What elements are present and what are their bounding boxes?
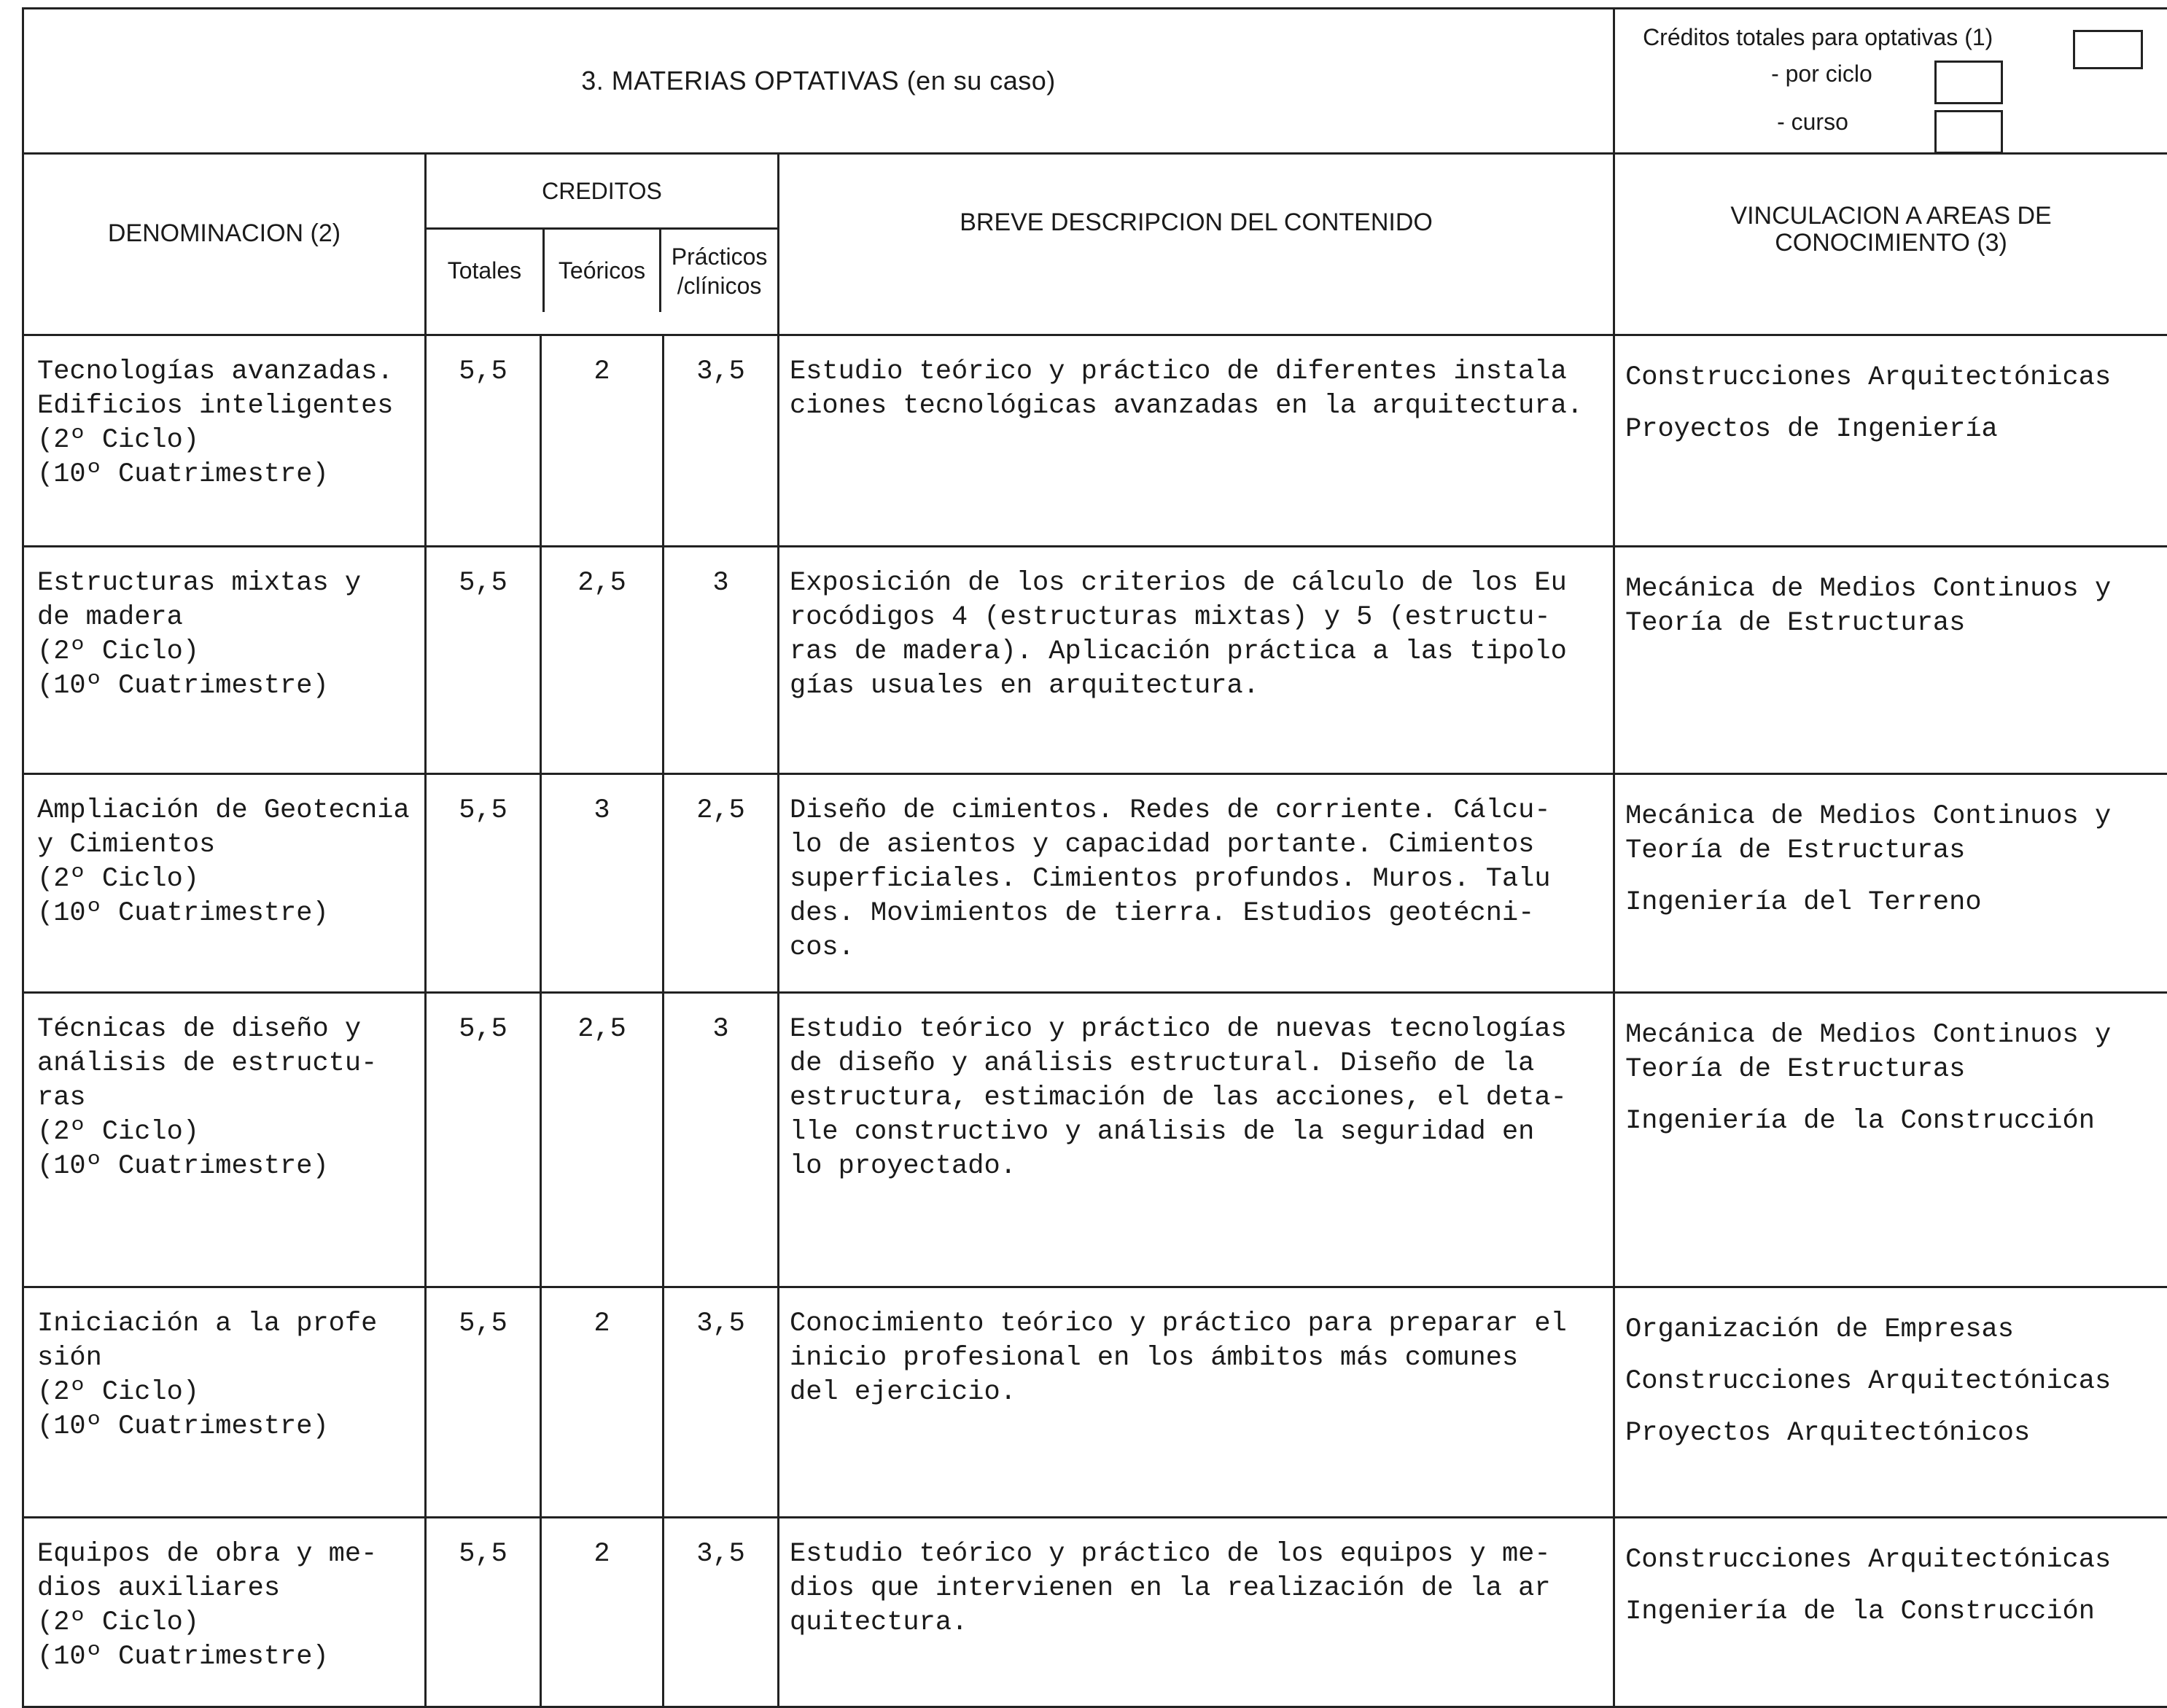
subject-name-line: sión — [37, 1341, 424, 1376]
description-line: Estudio teórico y práctico de los equipos y me- — [790, 1537, 1607, 1572]
subject-name-line: de madera — [37, 601, 424, 635]
knowledge-areas — [1614, 1287, 2167, 1518]
subject-name-line: ras — [37, 1081, 424, 1115]
description-line: gías usuales en arquitectura. — [790, 669, 1607, 703]
credits-totales: 5,5 — [426, 993, 541, 1287]
description-line: des. Movimientos de tierra. Estudios geotécni- — [790, 897, 1607, 931]
per-cycle-box — [1934, 61, 2003, 104]
subject-description — [779, 774, 1614, 993]
section-title-cell — [23, 9, 1614, 154]
credits-practicos: 2,5 — [664, 774, 779, 993]
table-row — [23, 547, 2167, 774]
knowledge-area: Mecánica de Medios Continuos y Teoría de Estructuras — [1625, 1018, 2161, 1087]
credits-totales: 5,5 — [426, 774, 541, 993]
vinculacion-line-2: CONOCIMIENTO (3) — [1615, 230, 2167, 257]
knowledge-area: Ingeniería de la Construcción — [1625, 1104, 2161, 1139]
creditos-label: CREDITOS — [427, 155, 777, 229]
subject-name-line: (2º Ciclo) — [37, 1376, 424, 1410]
subject-name-line: (2º Ciclo) — [37, 1115, 424, 1150]
description-line: estructura, estimación de las acciones, el deta- — [790, 1081, 1607, 1115]
credits-teoricos: 3 — [541, 774, 664, 993]
subject-name-line: (10º Cuatrimestre) — [37, 1640, 424, 1674]
credits-teoricos: 2 — [541, 335, 664, 547]
practicos-label — [661, 229, 777, 313]
subject-name-line: Técnicas de diseño y — [37, 1013, 424, 1047]
credits-teoricos: 2,5 — [541, 993, 664, 1287]
credits-totales: 5,5 — [426, 547, 541, 774]
description-line: quitectura. — [790, 1606, 1607, 1640]
practicos-line-1: Prácticos — [661, 242, 777, 271]
table-row — [23, 774, 2167, 993]
course-label: - curso — [1777, 109, 1848, 136]
col-header-creditos — [426, 154, 779, 335]
knowledge-area: Construcciones Arquitectónicas — [1625, 1365, 2161, 1399]
credits-practicos: 3,5 — [664, 335, 779, 547]
course-box — [1934, 110, 2003, 154]
credits-practicos: 3 — [664, 993, 779, 1287]
total-credits-box — [2073, 30, 2143, 69]
totales-label: Totales — [427, 229, 543, 313]
subject-name-line: (2º Ciclo) — [37, 862, 424, 897]
subject-description — [779, 547, 1614, 774]
description-line: superficiales. Cimientos profundos. Muros. Talu — [790, 862, 1607, 897]
description-line: inicio profesional en los ámbitos más comunes — [790, 1341, 1607, 1376]
total-credits-cell — [1614, 9, 2167, 154]
col-header-vinculacion — [1614, 154, 2167, 335]
subject-name-line: Tecnologías avanzadas. — [37, 355, 424, 389]
description-line: dios que intervienen en la realización de la ar — [790, 1572, 1607, 1606]
subject-name-line: Estructuras mixtas y — [37, 566, 424, 601]
optional-subjects-table — [22, 7, 2167, 1708]
knowledge-area: Proyectos de Ingeniería — [1625, 413, 2161, 447]
subject-name — [23, 993, 426, 1287]
subject-name — [23, 1518, 426, 1707]
knowledge-areas — [1614, 335, 2167, 547]
subject-name — [23, 1287, 426, 1518]
description-line: lle constructivo y análisis de la seguridad en — [790, 1115, 1607, 1150]
description-line: ciones tecnológicas avanzadas en la arquitectura. — [790, 389, 1607, 424]
credits-teoricos: 2 — [541, 1518, 664, 1707]
knowledge-area: Ingeniería del Terreno — [1625, 886, 2161, 920]
header-row — [23, 9, 2167, 154]
knowledge-area: Ingeniería de la Construcción — [1625, 1595, 2161, 1629]
subject-name-line: Equipos de obra y me- — [37, 1537, 424, 1572]
description-line: ras de madera). Aplicación práctica a las tipolo — [790, 635, 1607, 669]
credits-totales: 5,5 — [426, 335, 541, 547]
table-row — [23, 1518, 2167, 1707]
knowledge-areas — [1614, 1518, 2167, 1707]
descripcion-label: BREVE DESCRIPCION DEL CONTENIDO — [960, 208, 1433, 236]
knowledge-area: Organización de Empresas — [1625, 1313, 2161, 1347]
section-title: 3. MATERIAS OPTATIVAS (en su caso) — [581, 66, 1056, 95]
knowledge-areas — [1614, 774, 2167, 993]
subject-name-line: (2º Ciclo) — [37, 1606, 424, 1640]
credits-totales: 5,5 — [426, 1287, 541, 1518]
subject-name-line: (10º Cuatrimestre) — [37, 897, 424, 931]
teoricos-label: Teóricos — [543, 229, 660, 313]
subject-name-line: Ampliación de Geotecnia — [37, 794, 424, 828]
subject-name-line: y Cimientos — [37, 828, 424, 862]
column-header-row — [23, 154, 2167, 335]
description-line: lo de asientos y capacidad portante. Cimientos — [790, 828, 1607, 862]
practicos-line-2: /clínicos — [661, 271, 777, 300]
subject-description — [779, 993, 1614, 1287]
col-header-denominacion — [23, 154, 426, 335]
knowledge-area: Mecánica de Medios Continuos y Teoría de Estructuras — [1625, 572, 2161, 641]
subject-name-line: Iniciación a la profe — [37, 1307, 424, 1341]
credits-practicos: 3,5 — [664, 1518, 779, 1707]
description-line: lo proyectado. — [790, 1150, 1607, 1184]
denominacion-label: DENOMINACION (2) — [108, 219, 341, 247]
subject-name-line: (10º Cuatrimestre) — [37, 669, 424, 703]
knowledge-area: Proyectos Arquitectónicos — [1625, 1416, 2161, 1451]
description-line: Estudio teórico y práctico de diferentes instala — [790, 355, 1607, 389]
description-line: Estudio teórico y práctico de nuevas tecnologías — [790, 1013, 1607, 1047]
subject-name-line: (2º Ciclo) — [37, 424, 424, 458]
description-line: del ejercicio. — [790, 1376, 1607, 1410]
knowledge-areas — [1614, 993, 2167, 1287]
credits-totales: 5,5 — [426, 1518, 541, 1707]
knowledge-area: Mecánica de Medios Continuos y Teoría de Estructuras — [1625, 800, 2161, 868]
description-line: Conocimiento teórico y práctico para preparar el — [790, 1307, 1607, 1341]
knowledge-areas — [1614, 547, 2167, 774]
subject-name-line: análisis de estructu- — [37, 1047, 424, 1081]
per-cycle-label: - por ciclo — [1771, 61, 1872, 87]
description-line: de diseño y análisis estructural. Diseño de la — [790, 1047, 1607, 1081]
subject-name-line: dios auxiliares — [37, 1572, 424, 1606]
subject-name-line: Edificios inteligentes — [37, 389, 424, 424]
knowledge-area: Construcciones Arquitectónicas — [1625, 1543, 2161, 1578]
table-row — [23, 335, 2167, 547]
credits-teoricos: 2,5 — [541, 547, 664, 774]
credits-practicos: 3,5 — [664, 1287, 779, 1518]
subject-name — [23, 774, 426, 993]
description-line: Diseño de cimientos. Redes de corriente. Cálcu- — [790, 794, 1607, 828]
description-line: rocódigos 4 (estructuras mixtas) y 5 (estructu- — [790, 601, 1607, 635]
subject-description — [779, 1518, 1614, 1707]
total-credits-label: Créditos totales para optativas (1) — [1643, 24, 1993, 51]
subject-description — [779, 1287, 1614, 1518]
col-header-descripcion — [779, 154, 1614, 335]
subject-name-line: (10º Cuatrimestre) — [37, 1410, 424, 1444]
subject-name — [23, 547, 426, 774]
table-row — [23, 1287, 2167, 1518]
subject-description — [779, 335, 1614, 547]
vinculacion-line-1: VINCULACION A AREAS DE — [1615, 203, 2167, 230]
subject-name — [23, 335, 426, 547]
subject-name-line: (10º Cuatrimestre) — [37, 1150, 424, 1184]
subject-name-line: (2º Ciclo) — [37, 635, 424, 669]
description-line: Exposición de los criterios de cálculo de los Eu — [790, 566, 1607, 601]
subject-name-line: (10º Cuatrimestre) — [37, 458, 424, 492]
knowledge-area: Construcciones Arquitectónicas — [1625, 361, 2161, 395]
credits-practicos: 3 — [664, 547, 779, 774]
description-line: cos. — [790, 931, 1607, 965]
table-row — [23, 993, 2167, 1287]
credits-teoricos: 2 — [541, 1287, 664, 1518]
